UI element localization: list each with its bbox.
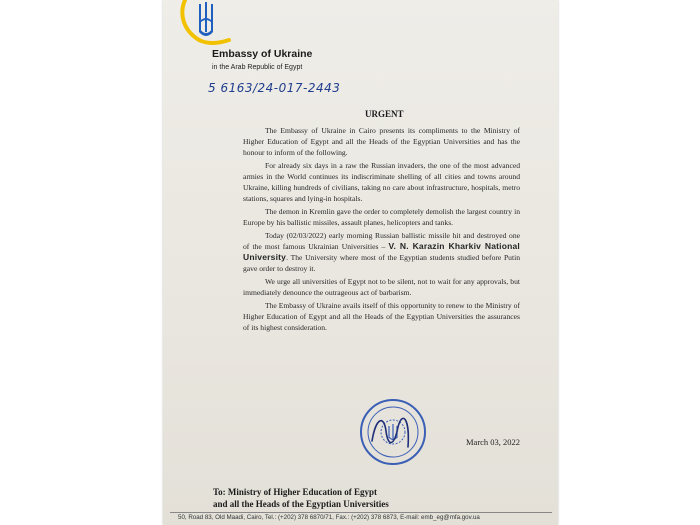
paragraph-5: We urge all universities of Egypt not to be silent, not to wait for any approvals, but immediately denounce the outrageous act of barbarism. xyxy=(243,277,520,297)
letter-body xyxy=(243,125,520,335)
trident-icon xyxy=(177,0,235,48)
paragraph-3: The demon in Kremlin gave the order to completely demolish the largest country in Europe by his ballistic missiles, assault planes, helicopters and tanks. xyxy=(243,207,520,227)
paragraph-6: The Embassy of Ukraine avails itself of this opportunity to renew to the Ministry of Higher Education of Egypt and all the Heads of the Egyptian Universities the assurances of its highest consideration. xyxy=(243,301,520,332)
org-subtitle: in the Arab Republic of Egypt xyxy=(212,64,303,71)
letter-heading: URGENT xyxy=(365,109,404,119)
org-name: Embassy of Ukraine xyxy=(212,48,313,60)
embassy-seal-icon xyxy=(358,397,428,467)
university-name: V. N. Karazin Kharkiv National University xyxy=(243,241,520,262)
paragraph-1: The Embassy of Ukraine in Cairo presents its compliments to the Ministry of Higher Education of Egypt and all the Heads of the Egyptian Universities and has the honour to inform of the following. xyxy=(243,126,520,157)
recipient-block xyxy=(213,486,389,510)
footer-contact: 50, Road 83, Old Maadi, Cairo, Tel.: (+202) 378 6870/71, Fax.: (+202) 378 6873, E-mail: emb_eg@mfa.gov.ua xyxy=(178,514,480,521)
paragraph-4-end: . The University where most of the Egyptian students studied before Putin gave order to destroy it. xyxy=(243,253,520,273)
reference-number: 5 6163/24-017-2443 xyxy=(208,81,341,95)
footer-divider xyxy=(170,512,552,513)
paragraph-4 xyxy=(243,230,520,274)
letter-date: March 03, 2022 xyxy=(466,437,521,447)
recipient-line-2: and all the Heads of the Egyptian Universities xyxy=(213,499,389,509)
paragraph-2: For already six days in a raw the Russian invaders, the one of the most advanced armies in the World continues its indiscriminate shelling of all cities and towns around Ukraine, killing hundreds of civilians, taking no care about infrastructure, hospitals, metro stations, squares and lying-in hospitals. xyxy=(243,161,520,203)
recipient-line-1: To: Ministry of Higher Education of Egypt xyxy=(213,487,378,497)
paragraph-4-start: Today (02/03/2022) early morning Russian ballistic missile hit and destroyed one of the most famous Ukrainian Universities – xyxy=(243,231,520,251)
